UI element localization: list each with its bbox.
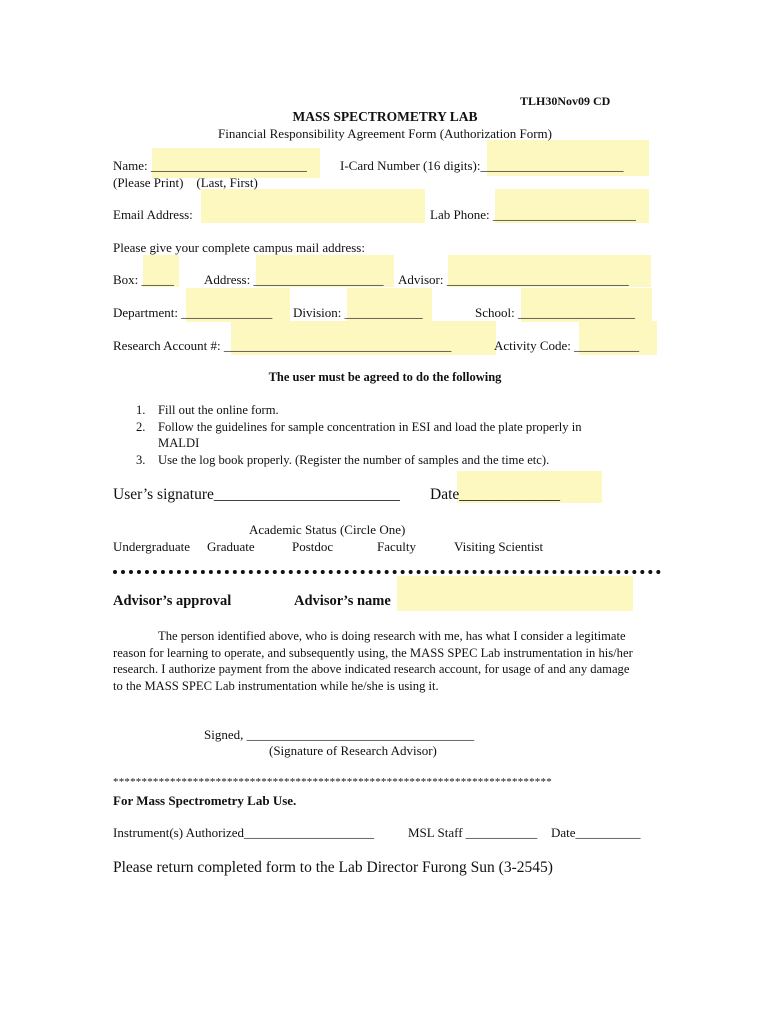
dotted-divider: [113, 570, 661, 574]
list-item-text: Use the log book properly. (Register the number of samples and the time etc).: [158, 453, 550, 467]
signed-hint: (Signature of Research Advisor): [269, 743, 437, 758]
status-option-undergraduate[interactable]: Undergraduate: [113, 539, 191, 554]
academic-status-heading: Academic Status (Circle One): [249, 522, 406, 537]
status-option-postdoc[interactable]: Postdoc: [292, 539, 334, 554]
list-item: [136, 420, 582, 435]
division-label: Division: ____________: [293, 305, 423, 320]
status-option-faculty[interactable]: Faculty: [377, 539, 416, 554]
list-item-text: MALDI: [158, 436, 200, 450]
mail-prompt: Please give your complete campus mail address:: [113, 240, 365, 255]
list-item-text: Follow the guidelines for sample concentration in ESI and load the plate properly in: [158, 420, 582, 434]
list-item: [136, 403, 279, 418]
activity-code-label: Activity Code: __________: [494, 338, 640, 353]
page-subtitle: Financial Responsibility Agreement Form (Authorization Form): [218, 126, 552, 141]
address-label: Address: ____________________: [204, 272, 384, 287]
stars-divider: *****************************************************************************: [113, 776, 552, 788]
research-account-label: Research Account #: ___________________________________: [113, 338, 452, 353]
icard-label: I-Card Number (16 digits):______________________: [340, 158, 624, 173]
list-item-text: Fill out the online form.: [158, 403, 279, 417]
advisor-authorization-paragraph: The person identified above, who is doing research with me, has what I consider a legitimate reason for learning to operate, and subsequently using, the MASS SPEC Lab instrumentation in his/her research. I authorize payment from the above indicated research account, for usage of and any damage to the MASS SPEC Lab instrumentation while he/she is using it.: [113, 629, 633, 693]
advisor-approval-heading: Advisor’s approval: [113, 593, 232, 609]
lab-phone-label: Lab Phone: ______________________: [430, 207, 636, 222]
advisor-name-heading: Advisor’s name: [294, 593, 391, 609]
box-label: Box: _____: [113, 272, 175, 287]
date-label: Date_____________: [430, 486, 561, 503]
advisor-name-field[interactable]: [397, 576, 633, 611]
name-hint: (Please Print) (Last, First): [113, 175, 258, 190]
page-title: MASS SPECTROMETRY LAB: [292, 109, 478, 124]
agreement-heading: The user must be agreed to do the following: [268, 370, 502, 384]
status-option-graduate[interactable]: Graduate: [207, 539, 255, 554]
user-signature-label: User’s signature________________________: [113, 486, 400, 503]
lab-use-date-label: Date__________: [551, 825, 641, 840]
msl-staff-label: MSL Staff ___________: [408, 825, 538, 840]
list-item-number: 3.: [136, 453, 146, 467]
status-option-visiting-scientist[interactable]: Visiting Scientist: [454, 539, 544, 554]
department-label: Department: ______________: [113, 305, 273, 320]
school-label: School: __________________: [475, 305, 635, 320]
instruments-authorized-label: Instrument(s) Authorized____________________: [113, 825, 375, 840]
list-item: [136, 453, 550, 468]
advisor-label: Advisor: ____________________________: [398, 272, 629, 287]
list-item-number: 1.: [136, 403, 146, 417]
email-label: Email Address:: [113, 207, 193, 222]
list-item-number: 2.: [136, 420, 146, 434]
name-label: Name: ________________________: [113, 158, 307, 173]
form-reference: TLH30Nov09 CD: [520, 94, 611, 108]
return-note: Please return completed form to the Lab Director Furong Sun (3-2545): [113, 859, 553, 876]
signed-label: Signed, ___________________________________: [204, 727, 475, 742]
email-field[interactable]: [201, 189, 425, 223]
lab-use-heading: For Mass Spectrometry Lab Use.: [113, 793, 297, 808]
